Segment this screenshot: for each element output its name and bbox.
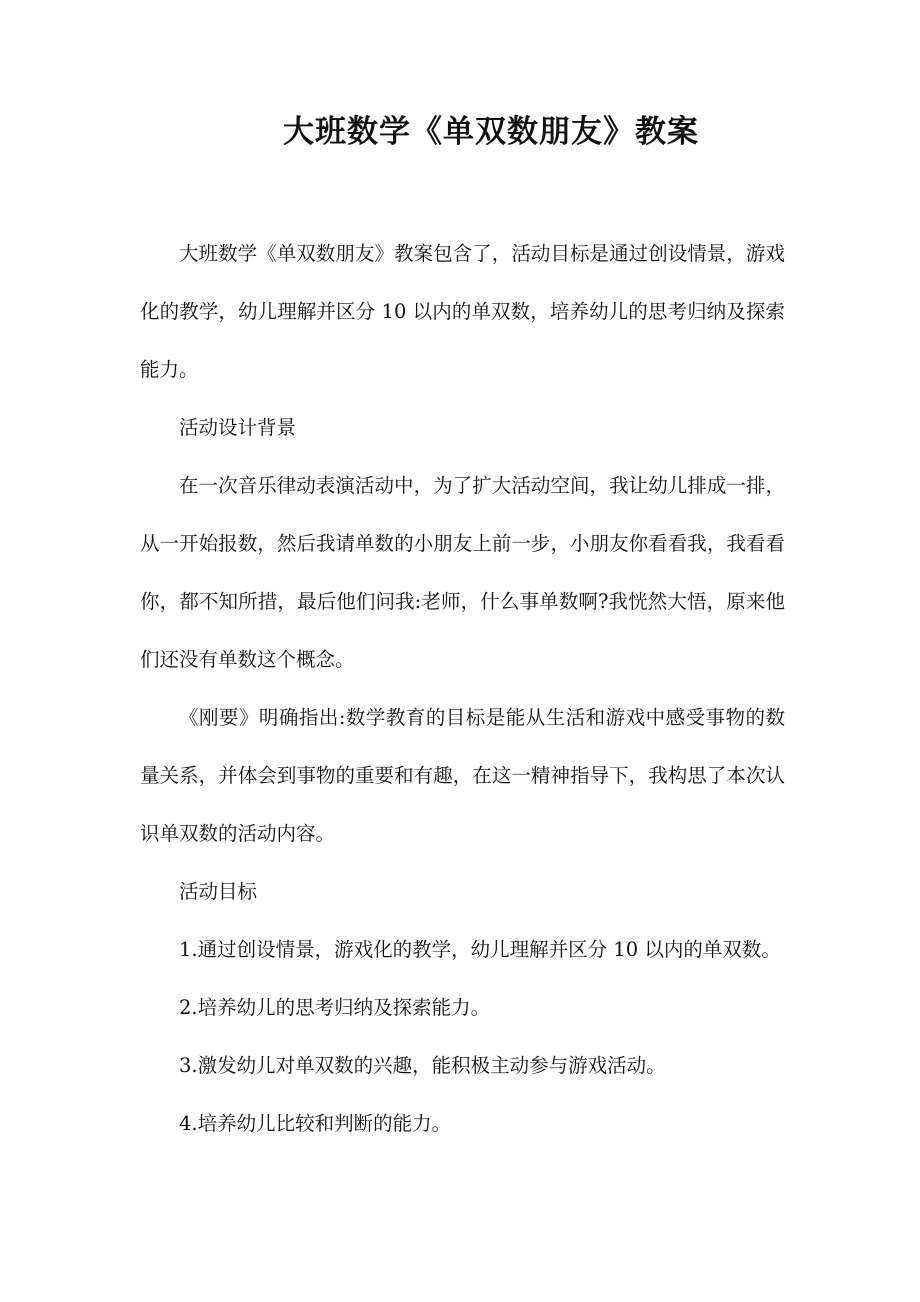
guideline-paragraph: 《刚要》明确指出:数学教育的目标是能从生活和游戏中感受事物的数量关系，并体会到事物的重要和有趣，在这一精神指导下，我构思了本次认识单双数的活动内容。 <box>140 706 785 845</box>
goal-item-4: 4.培养幼儿比较和判断的能力。 <box>179 1112 452 1135</box>
document-body <box>140 225 785 1153</box>
background-paragraph: 在一次音乐律动表演活动中，为了扩大活动空间，我让幼儿排成一排，从一开始报数，然后我请单数的小朋友上前一步，小朋友你看看我，我看看你，都不知所措，最后他们问我:老师，什么事单数啊?我恍然大悟，原来他们还没有单数这个概念。 <box>140 474 785 671</box>
goal-item-3: 3.激发幼儿对单双数的兴趣，能积极主动参与游戏活动。 <box>179 1054 666 1077</box>
goal-item-2: 2.培养幼儿的思考归纳及探索能力。 <box>179 996 491 1019</box>
document-title: 大班数学《单双数朋友》教案 <box>283 114 699 150</box>
intro-paragraph: 大班数学《单双数朋友》教案包含了，活动目标是通过创设情景，游戏化的教学，幼儿理解并区分 10 以内的单双数，培养幼儿的思考归纳及探索能力。 <box>140 242 785 381</box>
section-heading-goals: 活动目标 <box>179 880 258 903</box>
section-heading-background: 活动设计背景 <box>179 416 297 439</box>
goal-item-1: 1.通过创设情景，游戏化的教学，幼儿理解并区分 10 以内的单双数。 <box>179 938 781 961</box>
